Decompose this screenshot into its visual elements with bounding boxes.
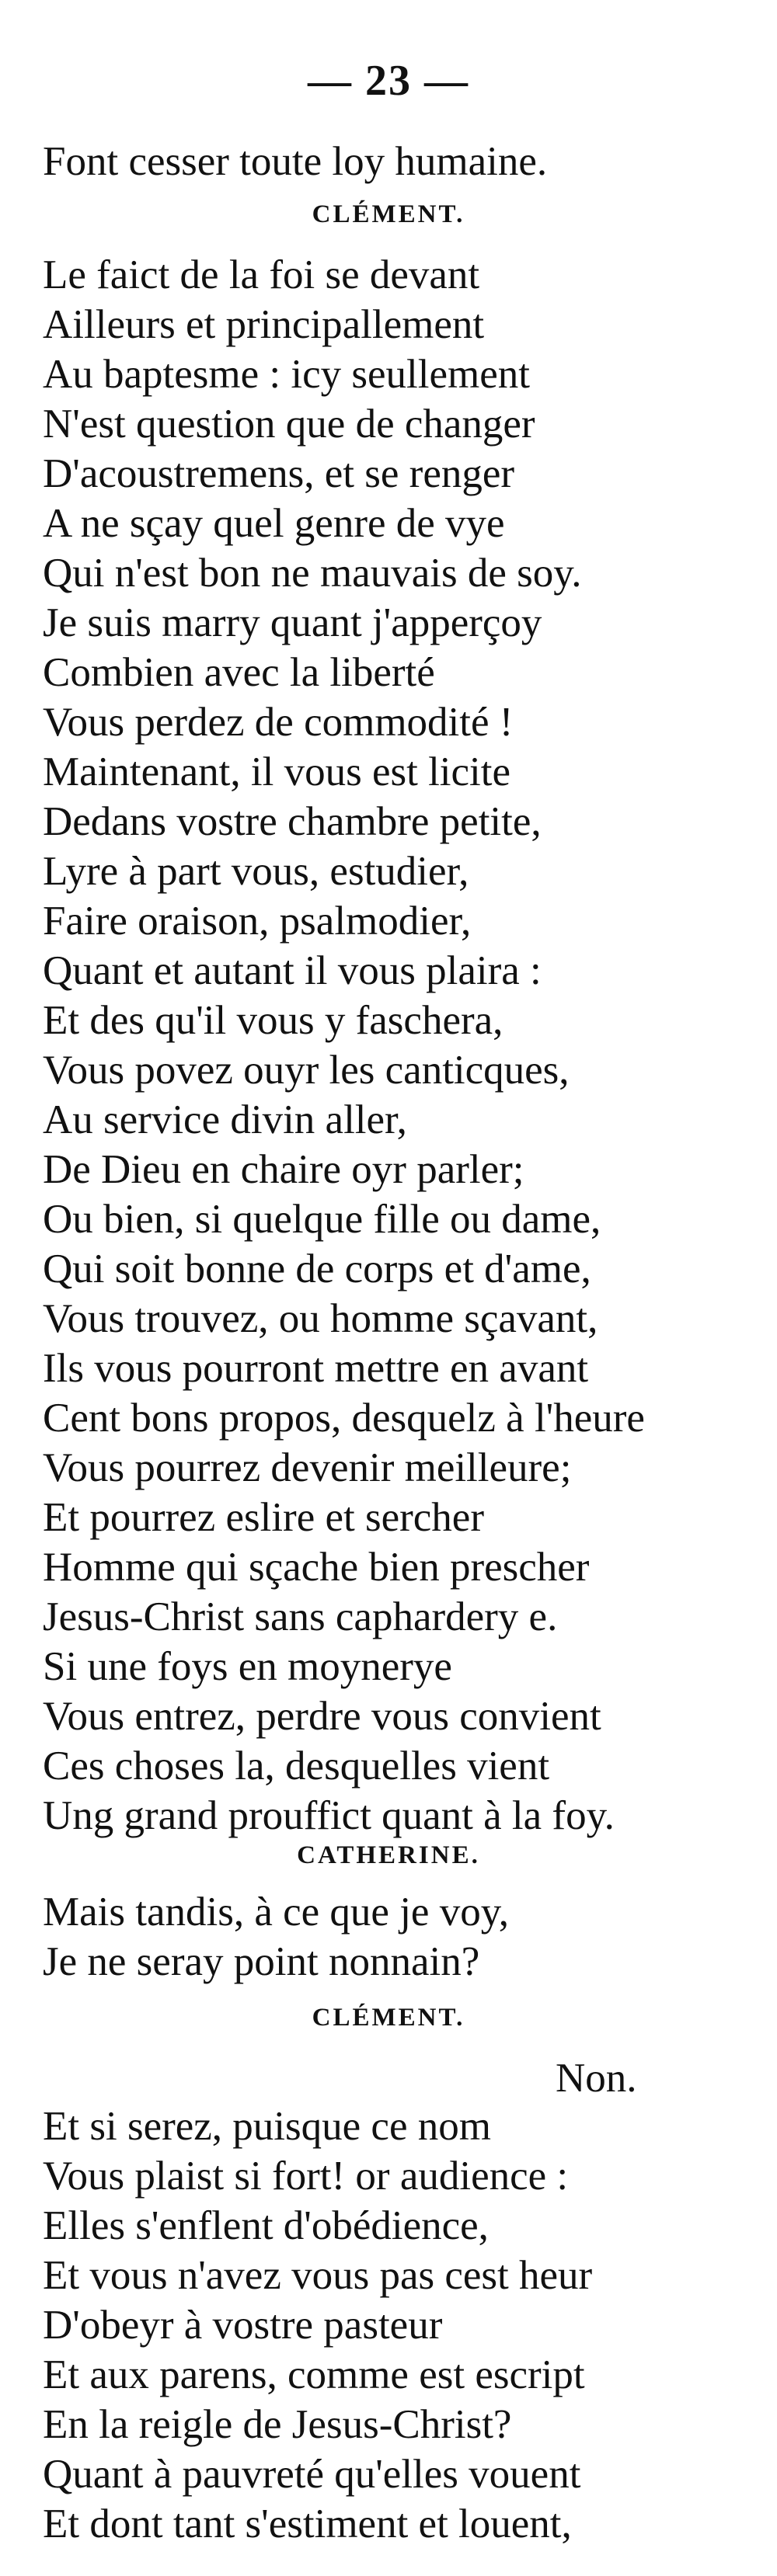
verse-line: Et aux parens, comme est escript: [43, 2352, 585, 2397]
verse-line: Vous perdez de commodité !: [43, 700, 514, 745]
verse-line: Au baptesme : icy seullement: [43, 352, 530, 397]
speech-clement-1: [43, 250, 645, 1841]
verse-line: Font cesser toute loy humaine.: [43, 139, 548, 184]
verse-line: Cent bons propos, desquelz à l'heure: [43, 1396, 645, 1441]
verse-line: Ou bien, si quelque fille ou dame,: [43, 1197, 601, 1242]
page-number: — 23 —: [308, 57, 469, 105]
verse-line: Le faict de la foi se devant: [43, 252, 480, 297]
speaker-clement: CLÉMENT.: [312, 200, 465, 228]
speech-catherine: [43, 1887, 509, 1987]
verse-line: Et des qu'il vous y faschera,: [43, 998, 503, 1043]
verse-line: Vous plaist si fort! or audience :: [43, 2154, 569, 2199]
verse-line: Faire oraison, psalmodier,: [43, 899, 472, 944]
verse-line: Lyre à part vous, estudier,: [43, 849, 469, 894]
speech-clement-2: [43, 2101, 592, 2549]
verse-line: Vous pourrez devenir meilleure;: [43, 1445, 572, 1490]
speaker-catherine: CATHERINE.: [297, 1841, 480, 1869]
verse-line: Vous trouvez, ou homme sçavant,: [43, 1296, 598, 1341]
verse-line: Ils vous pourront mettre en avant: [43, 1346, 589, 1391]
verse-line: Et vous n'avez vous pas cest heur: [43, 2253, 593, 2298]
verse-line: D'acoustremens, et se renger: [43, 451, 515, 496]
verse-line: N'est question que de changer: [43, 402, 535, 447]
verse-line: De Dieu en chaire oyr parler;: [43, 1147, 524, 1192]
verse-line: D'obeyr à vostre pasteur: [43, 2303, 443, 2348]
verse-line: Homme qui sçache bien prescher: [43, 1545, 590, 1590]
verse-line: Qui soit bonne de corps et d'ame,: [43, 1246, 591, 1291]
verse-line: Si une foys en moynerye: [43, 1644, 452, 1689]
verse-line: Maintenant, il vous est licite: [43, 749, 511, 794]
verse-line: Elles s'enflent d'obédience,: [43, 2203, 489, 2248]
verse-line: Vous povez ouyr les canticques,: [43, 1048, 570, 1093]
verse-line: Et dont tant s'estiment et louent,: [43, 2501, 572, 2546]
opening-line: [43, 137, 547, 186]
verse-line: Dedans vostre chambre petite,: [43, 799, 542, 844]
verse-line: Mais tandis, à ce que je voy,: [43, 1889, 510, 1935]
verse-line: Qui n'est bon ne mauvais de soy.: [43, 551, 582, 596]
verse-line: En la reigle de Jesus-Christ?: [43, 2402, 512, 2447]
verse-line: Et si serez, puisque ce nom: [43, 2104, 491, 2149]
verse-line: Ailleurs et principallement: [43, 302, 485, 347]
verse-line: Quant à pauvreté qu'elles vouent: [43, 2452, 581, 2497]
verse-line: Je suis marry quant j'apperçoy: [43, 600, 542, 645]
verse-line: Ces choses la, desquelles vient: [43, 1743, 550, 1789]
verse-line: Quant et autant il vous plaira :: [43, 948, 542, 993]
verse-line: Au service divin aller,: [43, 1097, 407, 1142]
verse-line: Jesus-Christ sans caphardery e.: [43, 1594, 558, 1639]
verse-line: Je ne seray point nonnain?: [43, 1939, 480, 1984]
verse-line: A ne sçay quel genre de vye: [43, 501, 505, 546]
verse-line: Ung grand prouffict quant à la foy.: [43, 1793, 615, 1838]
verse-line: Vous entrez, perdre vous convient: [43, 1694, 601, 1739]
reply-non: Non.: [556, 2056, 637, 2101]
speaker-clement-2: CLÉMENT.: [312, 2004, 465, 2032]
verse-line: Et pourrez eslire et sercher: [43, 1495, 484, 1540]
verse-line: Combien avec la liberté: [43, 650, 435, 695]
